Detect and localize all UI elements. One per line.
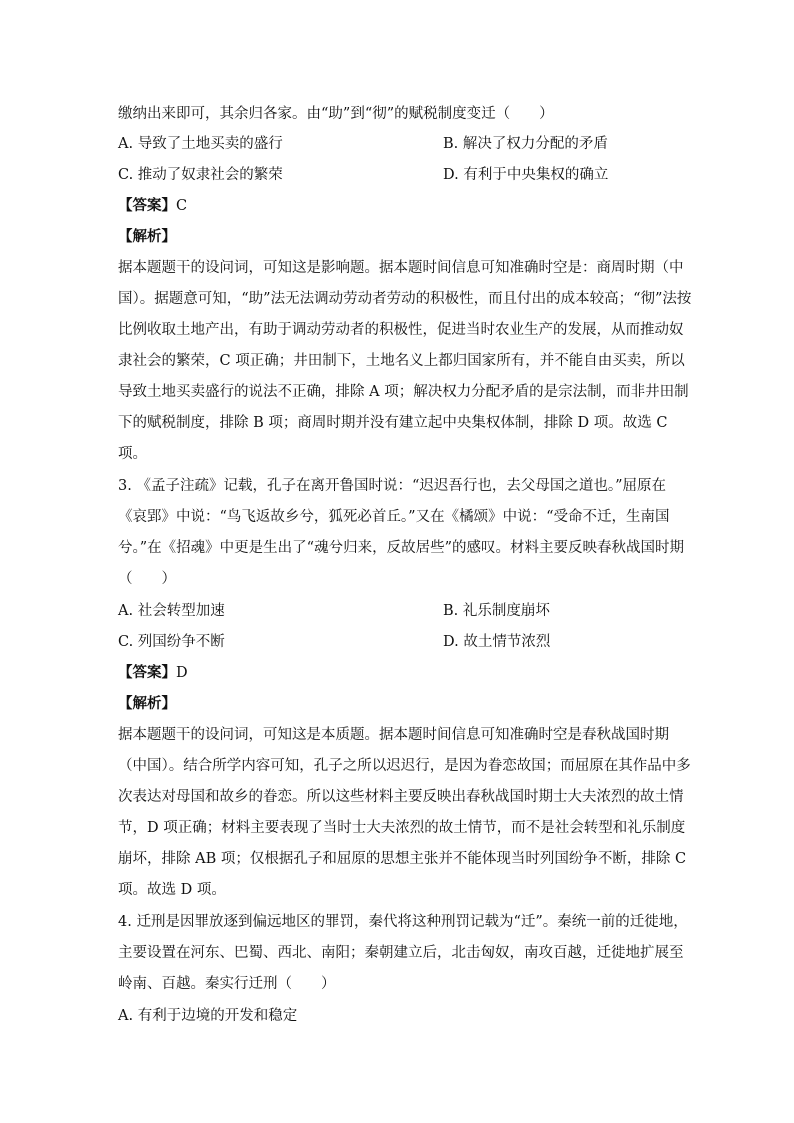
- q2-analysis-line: 下的赋税制度，排除 B 项；商周时期并没有建立起中央集权体制，排除 D 项。故选 C: [118, 415, 668, 431]
- q3-stem-line: 兮。”在《招魂》中更是生出了“魂兮归来，反故居些”的感叹。材料主要反映春秋战国时期: [118, 540, 684, 556]
- q3-option-d: D. 故土情节浓烈: [443, 634, 551, 650]
- q2-analysis-line: 项。: [118, 446, 147, 462]
- q2-answer: [118, 196, 187, 216]
- q2-analysis-label: 【解析】: [118, 228, 176, 245]
- q2-analysis-line: 导致土地买卖盛行的说法不正确，排除 A 项；解决权力分配矛盾的是宗法制，而非井田制: [118, 384, 689, 400]
- q3-analysis-line: 节，D 项正确；材料主要表现了当时士大夫浓烈的故土情节，而不是社会转型和礼乐制度: [118, 820, 686, 836]
- q3-answer: [118, 663, 188, 683]
- q2-analysis-line: 据本题题干的设问词，可知这是影响题。据本题时间信息可知准确时空是：商周时期（中: [118, 260, 684, 276]
- q3-stem-line: 3. 《孟子注疏》记载，孔子在离开鲁国时说：“迟迟吾行也，去父母国之道也。”屈原在: [118, 478, 667, 494]
- q3-analysis-line: 项。故选 D 项。: [118, 882, 226, 898]
- q3-option-c: C. 列国纷争不断: [118, 634, 225, 650]
- q3-option-a: A. 社会转型加速: [118, 603, 225, 619]
- q3-stem-line: （ ）: [118, 571, 176, 587]
- q2-analysis-line: 隶社会的繁荣，C 项正确；井田制下，土地名义上都归国家所有，并不能自由买卖，所以: [118, 353, 685, 369]
- q3-analysis-line: 据本题题干的设问词，可知这是本质题。据本题时间信息可知准确时空是春秋战国时期: [118, 727, 669, 743]
- q4-option-a: A. 有利于边境的开发和稳定: [118, 1008, 298, 1024]
- q2-answer-label: 【答案】: [118, 197, 176, 214]
- q4-stem-line: 主要设置在河东、巴蜀、西北、南阳；秦朝建立后，北击匈奴，南攻百越，迁徙地扩展至: [118, 945, 684, 961]
- q3-stem-line: 《哀郢》中说：“鸟飞返故乡兮，狐死必首丘。”又在《橘颂》中说：“受命不迁，生南国: [118, 509, 670, 525]
- q3-analysis-line: 崩坏，排除 AB 项；仅根据孔子和屈原的思想主张并不能体现当时列国纷争不断，排除 C: [118, 851, 687, 867]
- q2-answer-value: C: [176, 198, 188, 214]
- q3-answer-value: D: [176, 665, 188, 681]
- q3-answer-label: 【答案】: [118, 664, 176, 681]
- q4-stem-line: 4. 迁刑是因罪放逐到偏远地区的罪罚，秦代将这种刑罚记载为“迁”。秦统一前的迁徙地，: [118, 914, 688, 930]
- q4-stem-line: 岭南、百越。秦实行迁刑（ ）: [118, 976, 336, 992]
- q2-stem: 缴纳出来即可，其余归各家。由“助”到“彻”的赋税制度变迁（ ）: [118, 106, 554, 122]
- q2-option-b: B. 解决了权力分配的矛盾: [443, 136, 608, 152]
- q3-analysis-line: 次表达对母国和故乡的眷恋。所以这些材料主要反映出春秋战国时期士大夫浓烈的故土情: [118, 789, 684, 805]
- q2-option-d: D. 有利于中央集权的确立: [443, 167, 609, 183]
- q2-option-a: A. 导致了土地买卖的盛行: [118, 136, 283, 152]
- q3-option-b: B. 礼乐制度崩坏: [443, 603, 550, 619]
- q2-option-c: C. 推动了奴隶社会的繁荣: [118, 167, 283, 183]
- q2-analysis-line: 比例收取土地产出，有助于调动劳动者的积极性，促进当时农业生产的发展，从而推动奴: [118, 322, 684, 338]
- q2-analysis-line: 国）。据题意可知，“助”法无法调动劳动者劳动的积极性，而且付出的成本较高；“彻”法按: [118, 291, 692, 307]
- q3-analysis-line: （中国）。结合所学内容可知，孔子之所以迟迟行，是因为眷恋故国；而屈原在其作品中多: [118, 758, 691, 774]
- q3-analysis-label: 【解析】: [118, 695, 176, 712]
